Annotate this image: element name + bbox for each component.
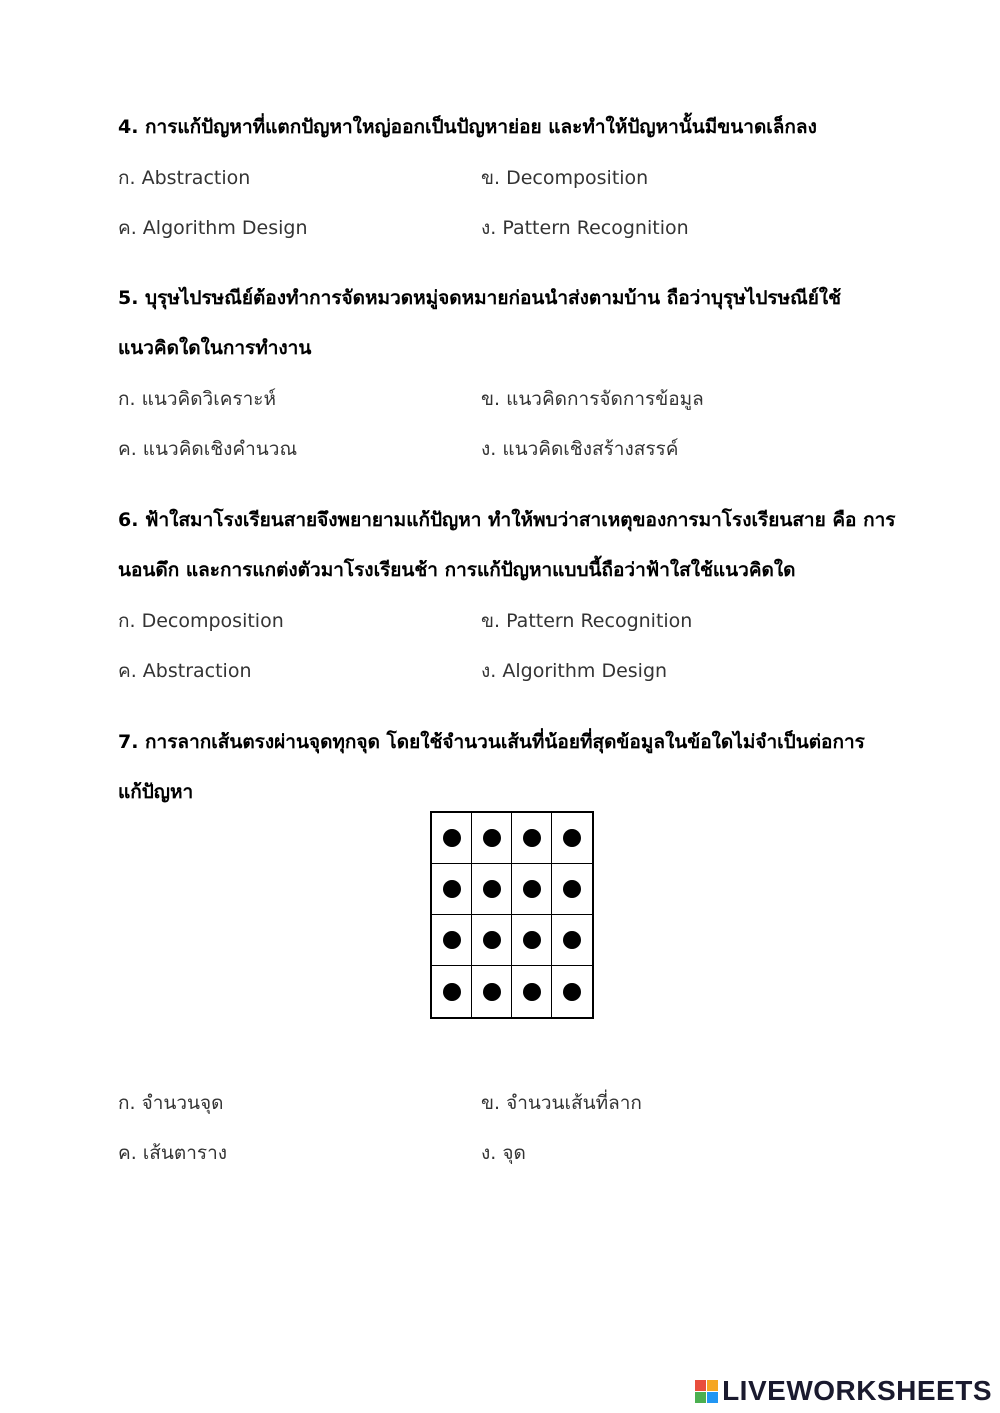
- grid-cell: [512, 966, 552, 1017]
- question-7-line-2: แก้ปัญหา: [118, 781, 194, 803]
- question-6-option-a[interactable]: ก. Decomposition: [118, 610, 284, 632]
- grid-cell: [512, 813, 552, 864]
- question-4-option-b[interactable]: ข. Decomposition: [481, 167, 649, 189]
- grid-dot: [443, 880, 461, 898]
- grid-dot: [483, 829, 501, 847]
- question-4-option-a[interactable]: ก. Abstraction: [118, 167, 251, 189]
- grid-cell: [472, 813, 512, 864]
- grid-dot: [523, 983, 541, 1001]
- question-5-option-c[interactable]: ค. แนวคิดเชิงคำนวณ: [118, 438, 298, 460]
- question-4-line-1: 4. การแก้ปัญหาที่แตกปัญหาใหญ่ออกเป็นปัญหาย่อย และทำให้ปัญหานั้นมีขนาดเล็กลง: [118, 116, 817, 138]
- question-6-option-d[interactable]: ง. Algorithm Design: [481, 660, 668, 682]
- question-5-option-a[interactable]: ก. แนวคิดวิเคราะห์: [118, 388, 277, 410]
- grid-dot: [563, 931, 581, 949]
- grid-cell: [432, 813, 472, 864]
- grid-dot: [563, 829, 581, 847]
- grid-dot: [443, 829, 461, 847]
- grid-dot: [443, 983, 461, 1001]
- question-5-option-d[interactable]: ง. แนวคิดเชิงสร้างสรรค์: [481, 438, 679, 460]
- dot-grid-figure: [430, 811, 594, 1019]
- grid-dot: [523, 880, 541, 898]
- grid-dot: [523, 829, 541, 847]
- logo-square: [707, 1380, 718, 1391]
- question-6-line-1: 6. ฟ้าใสมาโรงเรียนสายจึงพยายามแก้ปัญหา ทำให้พบว่าสาเหตุของการมาโรงเรียนสาย คือ การ: [118, 509, 896, 531]
- logo-square: [695, 1392, 706, 1403]
- question-6-line-2: นอนดึก และการแกต่งตัวมาโรงเรียนช้า การแก้ปัญหาแบบนี้ถือว่าฟ้าใสใช้แนวคิดใด: [118, 559, 796, 581]
- question-7-option-c[interactable]: ค. เส้นตาราง: [118, 1142, 228, 1164]
- grid-cell: [472, 915, 512, 966]
- grid-cell: [432, 915, 472, 966]
- grid-cell: [552, 813, 592, 864]
- grid-dot: [483, 931, 501, 949]
- question-4-option-d[interactable]: ง. Pattern Recognition: [481, 217, 689, 239]
- question-5-option-b[interactable]: ข. แนวคิดการจัดการข้อมูล: [481, 388, 704, 410]
- question-6-option-b[interactable]: ข. Pattern Recognition: [481, 610, 693, 632]
- question-6-option-c[interactable]: ค. Abstraction: [118, 660, 252, 682]
- grid-cell: [432, 864, 472, 915]
- grid-dot: [523, 931, 541, 949]
- question-4-option-c[interactable]: ค. Algorithm Design: [118, 217, 308, 239]
- grid-cell: [552, 864, 592, 915]
- grid-cell: [512, 915, 552, 966]
- grid-cell: [472, 864, 512, 915]
- grid-dot: [483, 880, 501, 898]
- logo-square: [707, 1392, 718, 1403]
- question-7-option-b[interactable]: ข. จำนวนเส้นที่ลาก: [481, 1092, 642, 1114]
- question-5-line-1: 5. บุรุษไปรษณีย์ต้องทำการจัดหมวดหมู่จดหมายก่อนนำส่งตามบ้าน ถือว่าบุรุษไปรษณีย์ใช้: [118, 287, 842, 309]
- liveworksheets-logo: [695, 1375, 992, 1407]
- grid-dot: [563, 880, 581, 898]
- grid-cell: [552, 915, 592, 966]
- liveworksheets-logo-icon: [695, 1380, 718, 1403]
- grid-cell: [512, 864, 552, 915]
- grid-dot: [443, 931, 461, 949]
- question-7-line-1: 7. การลากเส้นตรงผ่านจุดทุกจุด โดยใช้จำนวนเส้นที่น้อยที่สุดข้อมูลในข้อใดไม่จำเป็นต่อการ: [118, 731, 865, 753]
- grid-cell: [552, 966, 592, 1017]
- question-7-option-d[interactable]: ง. จุด: [481, 1142, 526, 1164]
- question-5-line-2: แนวคิดใดในการทำงาน: [118, 337, 312, 359]
- grid-cell: [432, 966, 472, 1017]
- question-7-option-a[interactable]: ก. จำนวนจุด: [118, 1092, 224, 1114]
- grid-dot: [483, 983, 501, 1001]
- grid-cell: [472, 966, 512, 1017]
- grid-dot: [563, 983, 581, 1001]
- liveworksheets-wordmark: LIVEWORKSHEETS: [722, 1375, 992, 1406]
- logo-square: [695, 1380, 706, 1391]
